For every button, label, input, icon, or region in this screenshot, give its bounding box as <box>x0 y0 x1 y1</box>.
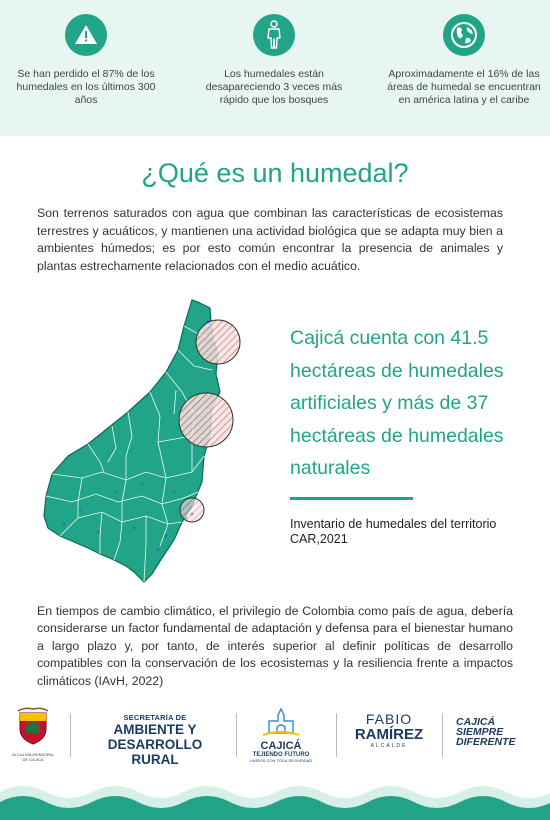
stat-latin-america-wetlands <box>384 14 544 107</box>
cajica-tejiendo-logo <box>244 707 318 763</box>
fabio-ramirez-logo <box>350 707 428 763</box>
source-line-1: Inventario de humedales del territorio <box>290 517 497 531</box>
slogan-line-1: CAJICÁ <box>456 716 496 728</box>
fabio-last-name: RAMÍREZ <box>354 726 424 743</box>
cajica-name: CAJICÁ <box>260 740 302 752</box>
stat-text: Aproximadamente el 16% de las áreas de humedal se encuentran en américa latina y el caribe <box>387 68 541 106</box>
fabio-role: ALCALDE <box>370 743 408 749</box>
stat-text: Se han perdido el 87% de los humedales en los últimos 300 años <box>16 68 156 106</box>
stat-lost-wetlands <box>6 14 166 107</box>
source-line-2: CAR,2021 <box>290 532 348 546</box>
slogan-line-2: SIEMPRE <box>456 726 504 738</box>
source-citation <box>290 517 540 547</box>
page-title: ¿Qué es un humedal? <box>141 158 409 188</box>
stat-disappearing-wetlands <box>194 14 354 107</box>
logo-divider <box>442 713 443 757</box>
cajica-subtagline: UNIDOS CON TODA SEGURIDAD <box>249 758 313 763</box>
church-icon <box>261 707 301 737</box>
human-body-icon <box>253 14 295 56</box>
callout-divider <box>290 497 413 500</box>
wetland-area-callout: Cajicá cuenta con 41.5 hectáreas de humedales artificiales y más de 37 hectáreas de humedales naturales <box>290 327 504 479</box>
logo-divider <box>236 713 237 757</box>
coat-of-arms-icon <box>16 707 50 745</box>
alcaldia-logo <box>10 707 56 763</box>
secretaria-logo <box>84 707 226 767</box>
secretaria-line-1: AMBIENTE Y <box>113 722 197 737</box>
cajica-tagline: TEJIENDO FUTURO <box>252 752 310 758</box>
logo-divider <box>70 713 71 757</box>
warning-icon <box>65 14 107 56</box>
slogan-line-3: DIFERENTE <box>456 736 516 748</box>
logo-strip <box>0 707 550 767</box>
slogan-logo <box>456 707 546 763</box>
secretaria-line-2: DESARROLLO RURAL <box>107 737 203 767</box>
secretaria-small: SECRETARÍA DE <box>123 713 187 722</box>
footer-waves <box>0 776 550 820</box>
alcaldia-caption: ALCALDÍA MUNICIPAL DE CAJICÁ <box>12 752 54 762</box>
intro-paragraph: Son terrenos saturados con agua que combinan las características de ecosistemas terrestres y acuáticos, y mantienen una actividad biológica que se adapta muy bien a ambientes húmedos; es por esto común encontrar la presencia de animales y plantas estrechamente relacionados con el medio acuático. <box>37 206 503 273</box>
cajica-map <box>42 296 248 586</box>
stat-text: Los humedales están desapareciendo 3 veces más rápido que los bosques <box>205 68 343 106</box>
globe-icon <box>443 14 485 56</box>
fabio-first-name: FABIO <box>365 711 413 727</box>
closing-paragraph: En tiempos de cambio climático, el privilegio de Colombia como país de agua, debería considerarse un factor fundamental de adaptación y defensa para el bienestar humano a largo plazo y, por tanto, de interés superior al definir políticas de desarrollo compatibles con la conservación de los ecosistemas y la resiliencia frente a impactos climáticos (IAvH, 2022) <box>37 604 513 688</box>
logo-divider <box>336 713 337 757</box>
